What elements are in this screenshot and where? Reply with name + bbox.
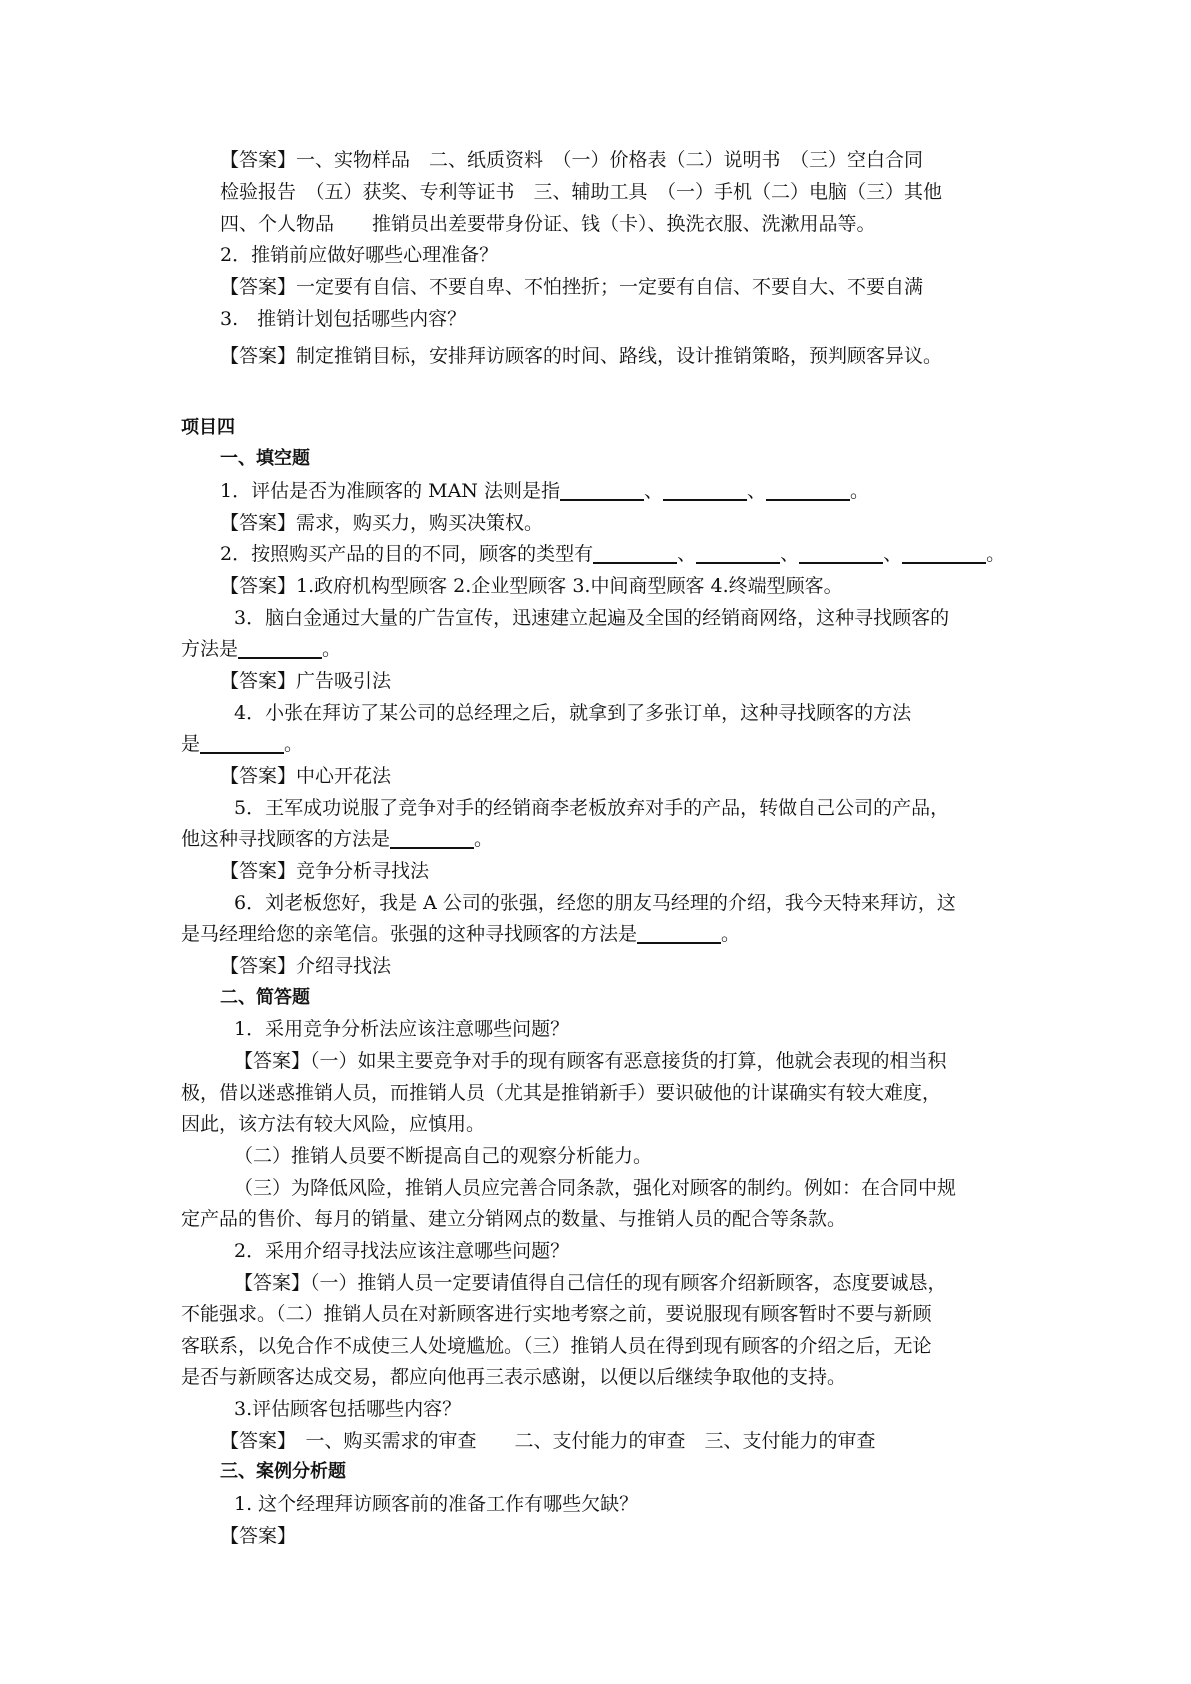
short-question-2: 2．采用介绍寻找法应该注意哪些问题？: [234, 1240, 570, 1262]
question-1: 1．评估是否为准顾客的 MAN 法则是指 、 、 。: [220, 480, 870, 502]
answer-blank: [799, 542, 883, 564]
short-answer-1-line: 极，借以迷惑推销人员，而推销人员（尤其是推销新手）要识破他的计谋确实有较大难度，: [181, 1082, 942, 1104]
text-line: 【答案】一、实物样品 二、纸质资料 （一）价格表（二）说明书 （三）空白合同: [220, 149, 924, 171]
case-question-1: 1. 这个经理拜访顾客前的准备工作有哪些欠缺？: [234, 1493, 639, 1515]
answer-blank: [696, 542, 780, 564]
short-answer-2-line: 不能强求。（二）推销人员在对新顾客进行实地考察之前，要说服现有顾客暂时不要与新顾: [181, 1303, 932, 1325]
question-3: 3．脑白金通过大量的广告宣传，迅速建立起遍及全国的经销商网络，这种寻找顾客的: [234, 607, 950, 629]
answer-6: 【答案】介绍寻找法: [220, 955, 392, 977]
answer-blank: [637, 922, 721, 944]
short-answer-2-line: 【答案】（一）推销人员一定要请值得自己信任的现有顾客介绍新顾客，态度要诚恳，: [234, 1272, 947, 1294]
answer-blank: [560, 479, 644, 501]
question-2: 2．按照购买产品的目的不同，顾客的类型有 、 、 、 。: [220, 543, 1006, 565]
case-answer-1: 【答案】: [220, 1525, 297, 1547]
short-answer-1-line: （二）推销人员要不断提高自己的观察分析能力。: [234, 1145, 653, 1167]
answer-blank: [663, 479, 747, 501]
short-answer-2-line: 客联系，以免合作不成使三人处境尴尬。（三）推销人员在得到现有顾客的介绍之后，无论: [181, 1335, 932, 1357]
section-heading-fill-blank: 一、填空题: [220, 448, 310, 469]
answer-blank: [766, 479, 850, 501]
answer-2: 【答案】1.政府机构型顾客 2.企业型顾客 3.中间商型顾客 4.终端型顾客。: [220, 575, 843, 597]
question-4-cont: 是 。: [181, 733, 304, 755]
question-6-cont: 是马经理给您的亲笔信。张强的这种寻找顾客的方法是 。: [181, 923, 741, 945]
short-question-1: 1．采用竞争分析法应该注意哪些问题？: [234, 1018, 570, 1040]
short-answer-1-line: 因此，该方法有较大风险，应慎用。: [181, 1113, 486, 1135]
answer-3: 【答案】广告吸引法: [220, 670, 392, 692]
text-line: 四、个人物品 推销员出差要带身份证、钱（卡）、换洗衣服、洗漱用品等。: [220, 213, 876, 235]
question-5-cont: 他这种寻找顾客的方法是 。: [181, 828, 494, 850]
section-heading-short-answer: 二、简答题: [220, 987, 310, 1008]
project-heading: 项目四: [181, 417, 235, 438]
question-5: 5．王军成功说服了竞争对手的经销商李老板放弃对手的产品，转做自己公司的产品，: [234, 797, 950, 819]
short-answer-3: 【答案】 一、购买需求的审查 二、支付能力的审查 三、支付能力的审查: [220, 1430, 876, 1452]
text-line: 3. 推销计划包括哪些内容？: [220, 308, 467, 330]
text-line: 检验报告 （五）获奖、专利等证书 三、辅助工具 （一）手机（二）电脑（三）其他: [220, 181, 943, 203]
answer-4: 【答案】中心开花法: [220, 765, 392, 787]
short-answer-1-line: 定产品的售价、每月的销量、建立分销网点的数量、与推销人员的配合等条款。: [181, 1208, 847, 1230]
answer-blank: [902, 542, 986, 564]
answer-blank: [593, 542, 677, 564]
answer-blank: [238, 637, 322, 659]
text-line: 2．推销前应做好哪些心理准备？: [220, 244, 499, 266]
short-question-3: 3.评估顾客包括哪些内容？: [234, 1398, 462, 1420]
question-3-cont: 方法是 。: [181, 638, 342, 660]
text-line: 【答案】制定推销目标，安排拜访顾客的时间、路线，设计推销策略，预判顾客异议。: [220, 345, 943, 367]
short-answer-1-line: 【答案】（一）如果主要竞争对手的现有顾客有恶意接货的打算，他就会表现的相当积: [234, 1050, 947, 1072]
question-6: 6．刘老板您好，我是 A 公司的张强，经您的朋友马经理的介绍，我今天特来拜访，这: [234, 892, 956, 914]
answer-blank: [390, 827, 474, 849]
short-answer-1-line: （三）为降低风险，推销人员应完善合同条款，强化对顾客的制约。例如：在合同中规: [234, 1177, 957, 1199]
answer-1: 【答案】需求，购买力，购买决策权。: [220, 512, 544, 534]
section-heading-case-analysis: 三、案例分析题: [220, 1461, 346, 1482]
answer-blank: [200, 732, 284, 754]
short-answer-2-line: 是否与新顾客达成交易，都应向他再三表示感谢，以便以后继续争取他的支持。: [181, 1366, 847, 1388]
text-line: 【答案】一定要有自信、不要自卑、不怕挫折；一定要有自信、不要自大、不要自满: [220, 276, 924, 298]
answer-5: 【答案】竞争分析寻找法: [220, 860, 430, 882]
question-4: 4．小张在拜访了某公司的总经理之后，就拿到了多张订单，这种寻找顾客的方法: [234, 702, 912, 724]
